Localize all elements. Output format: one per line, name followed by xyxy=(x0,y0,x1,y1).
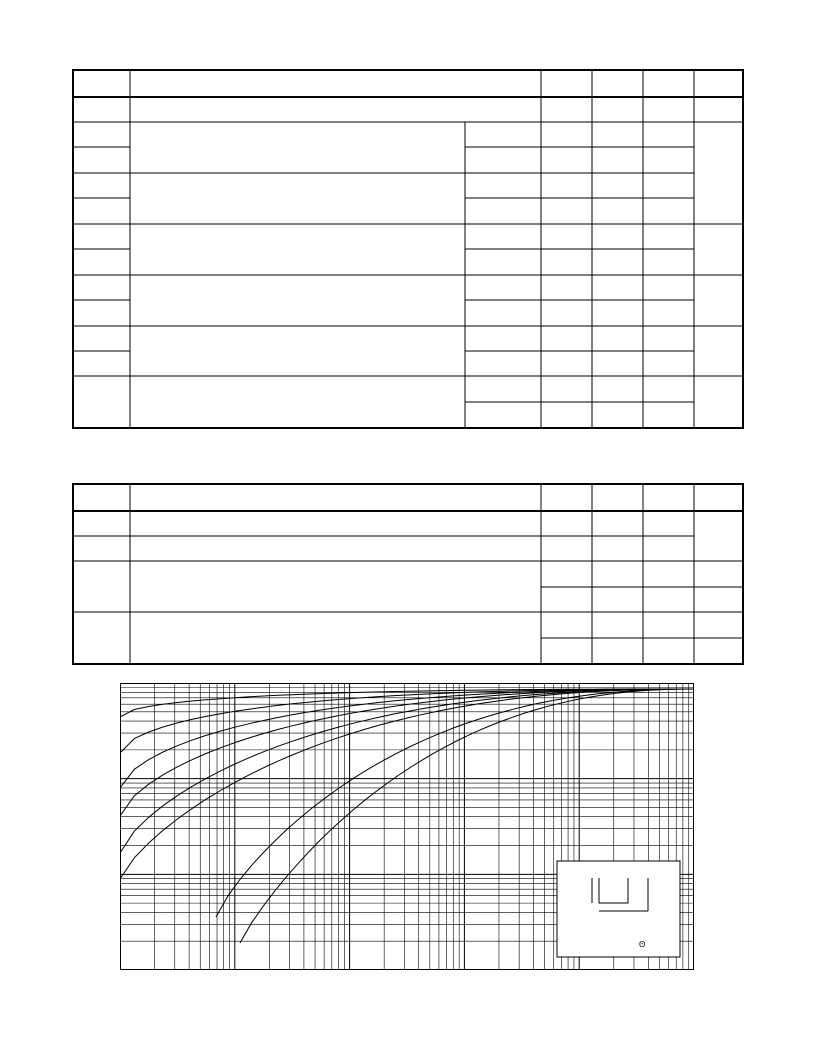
table-2-grid xyxy=(72,483,744,665)
characteristics-table-2 xyxy=(72,483,744,665)
characteristics-table-1 xyxy=(72,69,744,429)
inset-box xyxy=(557,861,680,957)
transient-thermal-response-graph xyxy=(120,683,694,970)
inset-theta-label: Θ xyxy=(639,940,646,949)
response-curve xyxy=(120,689,694,816)
table-1-grid xyxy=(72,69,744,429)
graph-plot-area xyxy=(120,683,694,970)
response-curve xyxy=(120,689,694,788)
response-curve xyxy=(120,689,694,879)
